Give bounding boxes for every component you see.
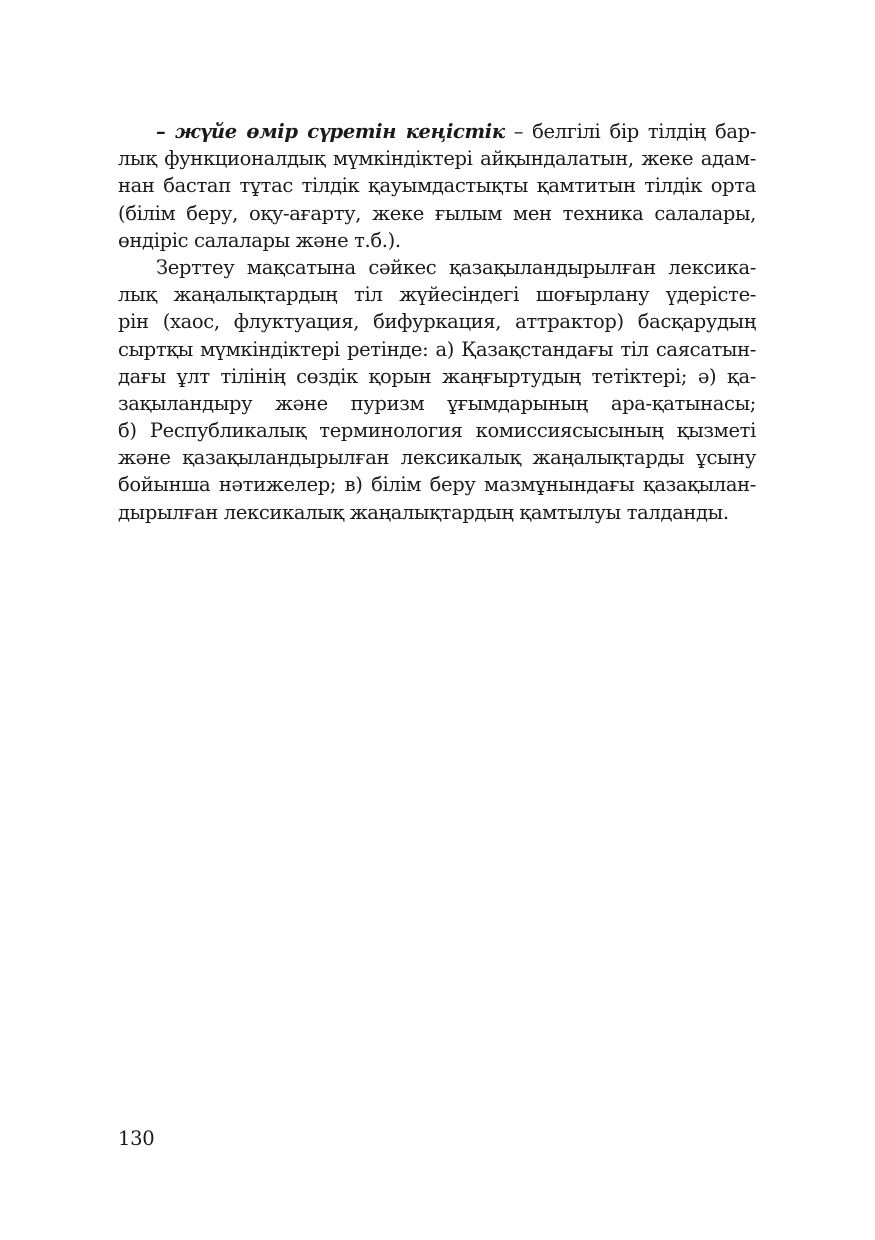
body-text bbox=[118, 118, 756, 526]
term-dash: – bbox=[156, 120, 166, 143]
paragraph-2-line-9: бойынша нәтижелер; в) білім беру мазмұнындағы қазақылан- bbox=[118, 473, 756, 497]
paragraph-2-line-8: және қазақыландырылған лексикалық жаңалықтарды ұсыну bbox=[118, 446, 756, 470]
paragraph-2-line-7: б) Республикалық терминология комиссиясысының қызметі bbox=[118, 419, 756, 443]
paragraph-2-line-3: рін (хаос, флуктуация, бифуркация, аттрактор) басқарудың bbox=[118, 310, 756, 334]
paragraph-2-line-10: дырылған лексикалық жаңалықтардың қамтылуы талданды. bbox=[118, 500, 729, 524]
definition-start: – белгілі бір тілдің бар- bbox=[513, 120, 756, 143]
paragraph-2-line-5: дағы ұлт тілінің сөздік қорын жаңғыртудың тетіктері; ә) қа- bbox=[118, 364, 756, 388]
defined-term bbox=[156, 120, 505, 143]
paragraph-2-line-1: Зерттеу мақсатына сәйкес қазақыландырылған лексика- bbox=[156, 255, 756, 279]
paragraph-1-line-2: лық функционалдық мүмкіндіктері айқындалатын, жеке адам- bbox=[118, 147, 756, 171]
page-number: 130 bbox=[118, 1127, 155, 1150]
paragraph-1-line-1 bbox=[118, 118, 756, 145]
paragraph-2-line-2: лық жаңалықтардың тіл жүйесіндегі шоғырлану үдерісте- bbox=[118, 283, 756, 307]
paragraph-2-line-6: зақыландыру және пуризм ұғымдарының ара-қатынасы; bbox=[118, 391, 756, 415]
term-text: жүйе өмір сүретін кеңістік bbox=[175, 120, 505, 143]
paragraph-1-line-5: өндіріс салалары және т.б.). bbox=[118, 228, 401, 252]
paragraph-1-line-3: нан бастап тұтас тілдік қауымдастықты қамтитын тілдік орта bbox=[118, 174, 756, 198]
paragraph-1-line-4: (білім беру, оқу-ағарту, жеке ғылым мен техника салалары, bbox=[118, 201, 756, 225]
paragraph-2-line-4: сыртқы мүмкіндіктері ретінде: а) Қазақстандағы тіл саясатын- bbox=[118, 337, 756, 361]
